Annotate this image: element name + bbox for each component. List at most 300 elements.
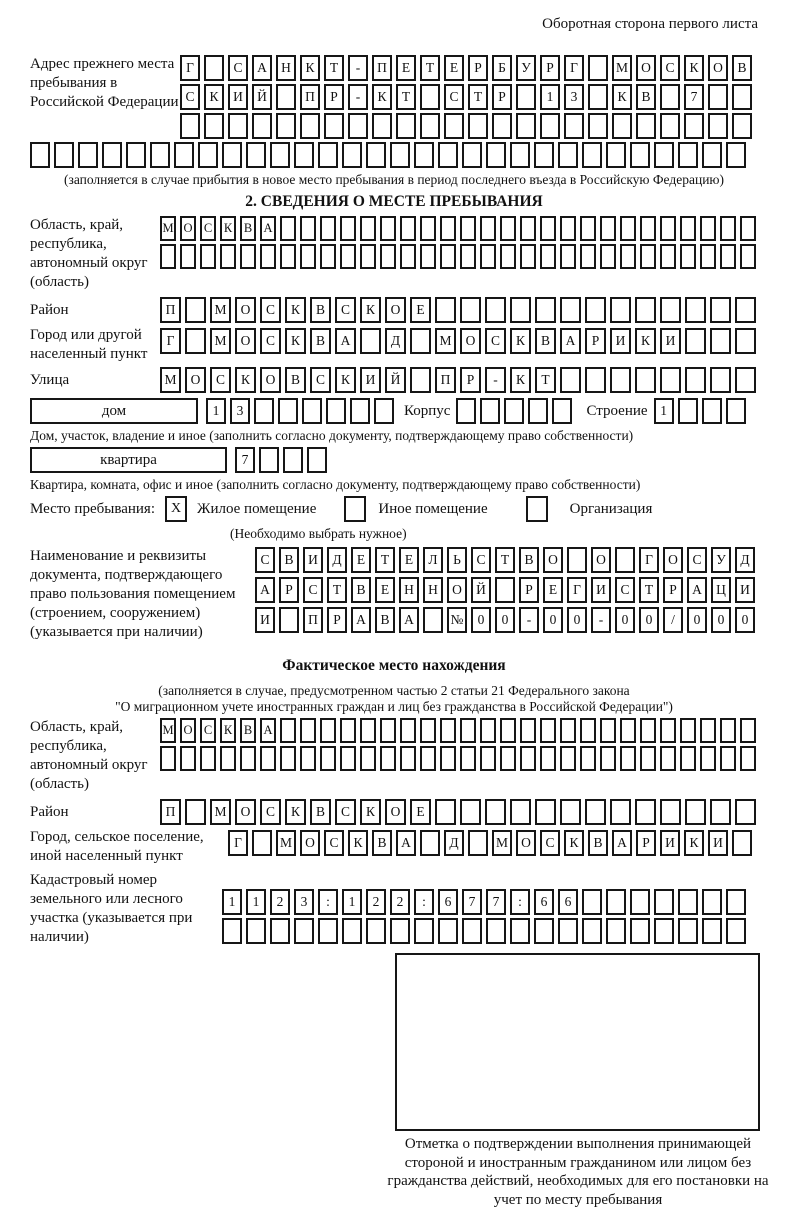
char-cell[interactable]: К <box>372 84 392 110</box>
char-cell[interactable] <box>654 918 674 944</box>
char-cell[interactable] <box>260 244 276 269</box>
char-cell[interactable] <box>732 113 752 139</box>
char-cell[interactable]: Р <box>279 577 299 603</box>
char-cell[interactable] <box>380 216 396 241</box>
char-cell[interactable] <box>535 297 556 323</box>
char-cell[interactable]: С <box>444 84 464 110</box>
char-cell[interactable]: М <box>160 718 176 743</box>
char-cell[interactable]: М <box>210 328 231 354</box>
char-cell[interactable]: Г <box>567 577 587 603</box>
char-cell[interactable]: М <box>276 830 296 856</box>
char-cell[interactable] <box>222 918 242 944</box>
char-cell[interactable]: Т <box>327 577 347 603</box>
char-cell[interactable]: Е <box>396 55 416 81</box>
char-cell[interactable] <box>585 297 606 323</box>
char-cell[interactable] <box>732 830 752 856</box>
char-cell[interactable] <box>610 367 631 393</box>
char-cell[interactable] <box>486 918 506 944</box>
char-cell[interactable]: А <box>687 577 707 603</box>
char-cell[interactable] <box>350 398 370 424</box>
char-cell[interactable] <box>480 244 496 269</box>
char-cell[interactable] <box>440 216 456 241</box>
char-cell[interactable] <box>582 142 602 168</box>
char-cell[interactable] <box>528 398 548 424</box>
char-cell[interactable]: Т <box>420 55 440 81</box>
char-cell[interactable] <box>438 918 458 944</box>
char-cell[interactable]: Г <box>564 55 584 81</box>
char-cell[interactable] <box>516 113 536 139</box>
char-cell[interactable] <box>340 244 356 269</box>
char-cell[interactable] <box>270 918 290 944</box>
char-cell[interactable] <box>726 398 746 424</box>
char-cell[interactable]: - <box>591 607 611 633</box>
char-cell[interactable]: 3 <box>294 889 314 915</box>
char-cell[interactable] <box>740 216 756 241</box>
char-cell[interactable] <box>660 216 676 241</box>
char-cell[interactable] <box>732 84 752 110</box>
char-cell[interactable] <box>400 746 416 771</box>
char-cell[interactable] <box>630 918 650 944</box>
char-cell[interactable] <box>280 244 296 269</box>
char-cell[interactable] <box>390 142 410 168</box>
char-cell[interactable]: Р <box>324 84 344 110</box>
char-cell[interactable]: С <box>180 84 200 110</box>
char-cell[interactable] <box>588 84 608 110</box>
char-cell[interactable] <box>444 113 464 139</box>
char-cell[interactable]: К <box>220 718 236 743</box>
char-cell[interactable]: К <box>360 297 381 323</box>
char-cell[interactable]: А <box>560 328 581 354</box>
char-cell[interactable]: П <box>300 84 320 110</box>
char-cell[interactable]: В <box>375 607 395 633</box>
char-cell[interactable]: Е <box>410 799 431 825</box>
char-cell[interactable] <box>204 55 224 81</box>
char-cell[interactable] <box>420 830 440 856</box>
char-cell[interactable] <box>726 142 746 168</box>
char-cell[interactable]: А <box>252 55 272 81</box>
char-cell[interactable] <box>640 216 656 241</box>
char-cell[interactable] <box>480 216 496 241</box>
char-cell[interactable]: О <box>235 297 256 323</box>
char-cell[interactable]: О <box>516 830 536 856</box>
char-cell[interactable] <box>340 746 356 771</box>
char-cell[interactable]: А <box>399 607 419 633</box>
char-cell[interactable] <box>620 244 636 269</box>
char-cell[interactable]: О <box>180 718 196 743</box>
char-cell[interactable] <box>678 889 698 915</box>
char-cell[interactable] <box>400 244 416 269</box>
char-cell[interactable]: : <box>510 889 530 915</box>
char-cell[interactable] <box>510 297 531 323</box>
char-cell[interactable]: Т <box>396 84 416 110</box>
char-cell[interactable]: В <box>310 297 331 323</box>
char-cell[interactable] <box>620 216 636 241</box>
char-cell[interactable] <box>740 244 756 269</box>
char-cell[interactable]: Й <box>252 84 272 110</box>
char-cell[interactable]: С <box>335 297 356 323</box>
char-cell[interactable]: О <box>300 830 320 856</box>
char-cell[interactable]: Т <box>639 577 659 603</box>
char-cell[interactable] <box>348 113 368 139</box>
char-cell[interactable] <box>246 142 266 168</box>
char-cell[interactable] <box>540 113 560 139</box>
char-cell[interactable]: Р <box>540 55 560 81</box>
char-cell[interactable] <box>340 216 356 241</box>
char-cell[interactable] <box>440 244 456 269</box>
char-cell[interactable] <box>660 746 676 771</box>
char-cell[interactable] <box>635 297 656 323</box>
char-cell[interactable] <box>680 216 696 241</box>
char-cell[interactable]: И <box>360 367 381 393</box>
char-cell[interactable]: А <box>335 328 356 354</box>
char-cell[interactable]: О <box>663 547 683 573</box>
char-cell[interactable]: Г <box>160 328 181 354</box>
char-cell[interactable] <box>460 244 476 269</box>
char-cell[interactable]: О <box>460 328 481 354</box>
char-cell[interactable]: К <box>285 297 306 323</box>
char-cell[interactable]: 0 <box>495 607 515 633</box>
char-cell[interactable]: : <box>318 889 338 915</box>
char-cell[interactable] <box>630 889 650 915</box>
char-cell[interactable] <box>220 746 236 771</box>
char-cell[interactable] <box>720 718 736 743</box>
char-cell[interactable]: 0 <box>639 607 659 633</box>
char-cell[interactable]: В <box>351 577 371 603</box>
char-cell[interactable] <box>276 113 296 139</box>
char-cell[interactable] <box>320 244 336 269</box>
char-cell[interactable] <box>534 142 554 168</box>
char-cell[interactable]: В <box>636 84 656 110</box>
char-cell[interactable] <box>620 718 636 743</box>
char-cell[interactable] <box>326 398 346 424</box>
char-cell[interactable]: С <box>260 297 281 323</box>
char-cell[interactable] <box>660 84 680 110</box>
char-cell[interactable] <box>200 746 216 771</box>
char-cell[interactable]: К <box>684 830 704 856</box>
char-cell[interactable] <box>560 216 576 241</box>
char-cell[interactable] <box>240 746 256 771</box>
char-cell[interactable] <box>300 244 316 269</box>
char-cell[interactable] <box>366 142 386 168</box>
char-cell[interactable] <box>600 244 616 269</box>
char-cell[interactable] <box>300 113 320 139</box>
char-cell[interactable]: 7 <box>235 447 255 473</box>
char-cell[interactable]: В <box>588 830 608 856</box>
char-cell[interactable] <box>410 367 431 393</box>
char-cell[interactable]: 1 <box>540 84 560 110</box>
char-cell[interactable]: : <box>414 889 434 915</box>
char-cell[interactable] <box>400 216 416 241</box>
char-cell[interactable] <box>585 799 606 825</box>
char-cell[interactable] <box>423 607 443 633</box>
char-cell[interactable]: Ц <box>711 577 731 603</box>
char-cell[interactable] <box>635 799 656 825</box>
char-cell[interactable]: Т <box>375 547 395 573</box>
char-cell[interactable] <box>300 216 316 241</box>
char-cell[interactable] <box>600 746 616 771</box>
char-cell[interactable]: С <box>303 577 323 603</box>
char-cell[interactable] <box>710 328 731 354</box>
char-cell[interactable]: 0 <box>471 607 491 633</box>
char-cell[interactable] <box>654 889 674 915</box>
char-cell[interactable]: Т <box>468 84 488 110</box>
char-cell[interactable] <box>342 918 362 944</box>
char-cell[interactable] <box>552 398 572 424</box>
char-cell[interactable]: Д <box>735 547 755 573</box>
char-cell[interactable] <box>294 918 314 944</box>
char-cell[interactable] <box>414 142 434 168</box>
char-cell[interactable] <box>510 918 530 944</box>
char-cell[interactable] <box>420 746 436 771</box>
char-cell[interactable]: П <box>160 799 181 825</box>
char-cell[interactable] <box>520 718 536 743</box>
char-cell[interactable] <box>480 746 496 771</box>
char-cell[interactable]: М <box>210 799 231 825</box>
char-cell[interactable]: И <box>735 577 755 603</box>
char-cell[interactable]: 6 <box>558 889 578 915</box>
char-cell[interactable] <box>702 889 722 915</box>
char-cell[interactable] <box>700 746 716 771</box>
char-cell[interactable] <box>606 889 626 915</box>
char-cell[interactable] <box>700 718 716 743</box>
char-cell[interactable] <box>246 918 266 944</box>
char-cell[interactable]: Г <box>228 830 248 856</box>
char-cell[interactable] <box>640 718 656 743</box>
char-cell[interactable] <box>684 113 704 139</box>
char-cell[interactable]: С <box>200 718 216 743</box>
char-cell[interactable] <box>342 142 362 168</box>
char-cell[interactable] <box>318 142 338 168</box>
char-cell[interactable] <box>710 367 731 393</box>
char-cell[interactable] <box>558 918 578 944</box>
char-cell[interactable] <box>680 244 696 269</box>
char-cell[interactable]: 2 <box>366 889 386 915</box>
char-cell[interactable] <box>535 799 556 825</box>
char-cell[interactable] <box>680 746 696 771</box>
char-cell[interactable]: В <box>519 547 539 573</box>
char-cell[interactable] <box>708 113 728 139</box>
char-cell[interactable] <box>685 328 706 354</box>
char-cell[interactable] <box>678 918 698 944</box>
char-cell[interactable]: 7 <box>684 84 704 110</box>
char-cell[interactable] <box>492 113 512 139</box>
char-cell[interactable] <box>460 718 476 743</box>
char-cell[interactable]: - <box>519 607 539 633</box>
char-cell[interactable] <box>252 113 272 139</box>
char-cell[interactable] <box>540 244 556 269</box>
char-cell[interactable]: А <box>612 830 632 856</box>
char-cell[interactable]: А <box>260 718 276 743</box>
char-cell[interactable]: П <box>372 55 392 81</box>
char-cell[interactable]: Е <box>543 577 563 603</box>
char-cell[interactable]: С <box>485 328 506 354</box>
char-cell[interactable] <box>440 746 456 771</box>
char-cell[interactable] <box>606 142 626 168</box>
char-cell[interactable] <box>610 799 631 825</box>
char-cell[interactable] <box>160 746 176 771</box>
char-cell[interactable] <box>160 244 176 269</box>
char-cell[interactable] <box>420 244 436 269</box>
char-cell[interactable] <box>610 297 631 323</box>
char-cell[interactable] <box>735 328 756 354</box>
char-cell[interactable] <box>612 113 632 139</box>
char-cell[interactable] <box>640 746 656 771</box>
char-cell[interactable]: А <box>260 216 276 241</box>
char-cell[interactable]: С <box>615 577 635 603</box>
char-cell[interactable] <box>726 918 746 944</box>
char-cell[interactable] <box>630 142 650 168</box>
char-cell[interactable] <box>260 746 276 771</box>
char-cell[interactable] <box>740 746 756 771</box>
char-cell[interactable] <box>220 244 236 269</box>
char-cell[interactable] <box>324 113 344 139</box>
char-cell[interactable] <box>710 799 731 825</box>
char-cell[interactable]: Р <box>327 607 347 633</box>
char-cell[interactable] <box>500 244 516 269</box>
char-cell[interactable] <box>702 918 722 944</box>
char-cell[interactable]: В <box>310 328 331 354</box>
residence-checkbox-zhiloe[interactable]: X <box>165 496 187 522</box>
char-cell[interactable]: О <box>235 328 256 354</box>
char-cell[interactable] <box>654 142 674 168</box>
char-cell[interactable]: В <box>535 328 556 354</box>
char-cell[interactable]: О <box>543 547 563 573</box>
char-cell[interactable]: О <box>708 55 728 81</box>
char-cell[interactable] <box>720 244 736 269</box>
char-cell[interactable]: 0 <box>735 607 755 633</box>
char-cell[interactable] <box>635 367 656 393</box>
char-cell[interactable]: О <box>260 367 281 393</box>
char-cell[interactable] <box>735 367 756 393</box>
char-cell[interactable]: Е <box>410 297 431 323</box>
char-cell[interactable] <box>360 244 376 269</box>
char-cell[interactable] <box>180 746 196 771</box>
char-cell[interactable]: С <box>260 328 281 354</box>
char-cell[interactable] <box>318 918 338 944</box>
char-cell[interactable] <box>720 746 736 771</box>
char-cell[interactable]: С <box>255 547 275 573</box>
char-cell[interactable] <box>279 607 299 633</box>
char-cell[interactable]: Р <box>468 55 488 81</box>
char-cell[interactable]: К <box>285 799 306 825</box>
char-cell[interactable] <box>485 297 506 323</box>
char-cell[interactable]: О <box>385 799 406 825</box>
char-cell[interactable]: Р <box>663 577 683 603</box>
char-cell[interactable]: Ь <box>447 547 467 573</box>
char-cell[interactable]: К <box>335 367 356 393</box>
char-cell[interactable] <box>582 889 602 915</box>
char-cell[interactable]: 1 <box>206 398 226 424</box>
char-cell[interactable] <box>600 216 616 241</box>
char-cell[interactable] <box>320 216 336 241</box>
char-cell[interactable]: - <box>348 84 368 110</box>
char-cell[interactable] <box>396 113 416 139</box>
char-cell[interactable]: С <box>471 547 491 573</box>
char-cell[interactable]: С <box>335 799 356 825</box>
char-cell[interactable] <box>685 799 706 825</box>
char-cell[interactable] <box>735 297 756 323</box>
char-cell[interactable] <box>708 84 728 110</box>
char-cell[interactable] <box>360 216 376 241</box>
char-cell[interactable]: Г <box>639 547 659 573</box>
char-cell[interactable] <box>660 244 676 269</box>
char-cell[interactable] <box>185 328 206 354</box>
char-cell[interactable]: В <box>372 830 392 856</box>
char-cell[interactable] <box>360 746 376 771</box>
char-cell[interactable] <box>259 447 279 473</box>
char-cell[interactable]: К <box>285 328 306 354</box>
char-cell[interactable] <box>582 918 602 944</box>
char-cell[interactable] <box>740 718 756 743</box>
char-cell[interactable]: С <box>260 799 281 825</box>
char-cell[interactable] <box>606 918 626 944</box>
char-cell[interactable]: И <box>660 830 680 856</box>
char-cell[interactable] <box>278 398 298 424</box>
char-cell[interactable] <box>486 142 506 168</box>
char-cell[interactable]: В <box>240 216 256 241</box>
char-cell[interactable]: 7 <box>462 889 482 915</box>
char-cell[interactable] <box>585 367 606 393</box>
char-cell[interactable] <box>660 718 676 743</box>
char-cell[interactable] <box>126 142 146 168</box>
char-cell[interactable]: У <box>711 547 731 573</box>
char-cell[interactable]: В <box>240 718 256 743</box>
char-cell[interactable]: Т <box>495 547 515 573</box>
char-cell[interactable] <box>580 216 596 241</box>
residence-checkbox-inoe[interactable] <box>344 496 366 522</box>
char-cell[interactable] <box>420 113 440 139</box>
char-cell[interactable] <box>252 830 272 856</box>
char-cell[interactable]: У <box>516 55 536 81</box>
char-cell[interactable] <box>240 244 256 269</box>
char-cell[interactable]: 7 <box>486 889 506 915</box>
char-cell[interactable] <box>560 244 576 269</box>
char-cell[interactable] <box>520 216 536 241</box>
char-cell[interactable] <box>636 113 656 139</box>
char-cell[interactable] <box>580 718 596 743</box>
char-cell[interactable] <box>420 84 440 110</box>
char-cell[interactable] <box>685 297 706 323</box>
char-cell[interactable] <box>480 718 496 743</box>
char-cell[interactable] <box>504 398 524 424</box>
char-cell[interactable]: Е <box>444 55 464 81</box>
char-cell[interactable] <box>468 113 488 139</box>
char-cell[interactable] <box>185 297 206 323</box>
char-cell[interactable] <box>685 367 706 393</box>
char-cell[interactable] <box>702 142 722 168</box>
char-cell[interactable] <box>620 746 636 771</box>
char-cell[interactable] <box>564 113 584 139</box>
char-cell[interactable]: В <box>732 55 752 81</box>
char-cell[interactable] <box>702 398 722 424</box>
char-cell[interactable] <box>558 142 578 168</box>
char-cell[interactable]: 1 <box>654 398 674 424</box>
char-cell[interactable] <box>560 297 581 323</box>
char-cell[interactable]: О <box>180 216 196 241</box>
residence-checkbox-org[interactable] <box>526 496 548 522</box>
char-cell[interactable] <box>380 746 396 771</box>
char-cell[interactable] <box>500 746 516 771</box>
char-cell[interactable] <box>440 718 456 743</box>
char-cell[interactable]: Р <box>492 84 512 110</box>
char-cell[interactable]: Н <box>276 55 296 81</box>
char-cell[interactable] <box>280 216 296 241</box>
char-cell[interactable]: Й <box>471 577 491 603</box>
char-cell[interactable]: 0 <box>687 607 707 633</box>
char-cell[interactable] <box>680 718 696 743</box>
char-cell[interactable]: О <box>385 297 406 323</box>
char-cell[interactable] <box>300 718 316 743</box>
